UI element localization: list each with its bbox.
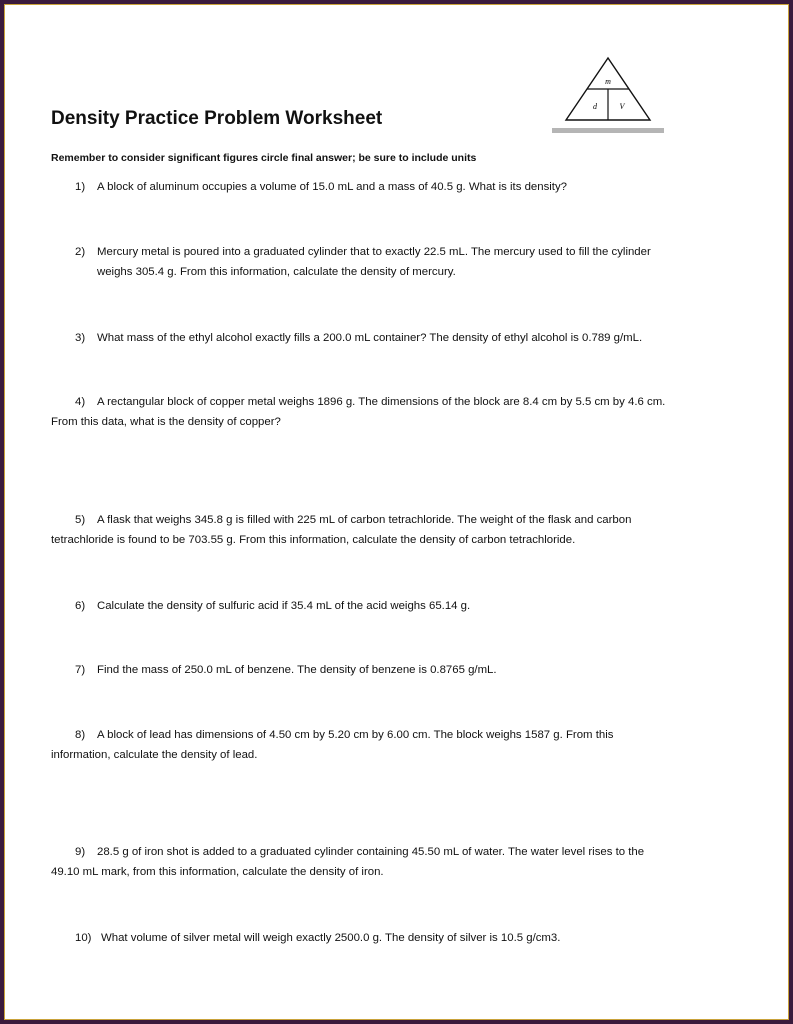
question-text: A rectangular block of copper metal weighs 1896 g. The dimensions of the block are 8.4 cm by 5.5 cm by 4.6 cm. (97, 396, 666, 408)
question-number: 3) (75, 332, 86, 344)
question-number: 2) (75, 246, 86, 258)
triangle-right-label: V (619, 102, 625, 111)
question-1 (75, 177, 567, 197)
triangle-top-label: m (605, 77, 611, 86)
question-9 (51, 842, 644, 882)
page-title: Density Practice Problem Worksheet (51, 108, 383, 129)
question-2 (75, 242, 651, 282)
question-text-continued: From this data, what is the density of copper? (51, 416, 281, 428)
question-text: What volume of silver metal will weigh exactly 2500.0 g. The density of silver is 10.5 g/cm3. (101, 932, 561, 944)
question-text: Calculate the density of sulfuric acid if 35.4 mL of the acid weighs 65.14 g. (97, 600, 471, 612)
question-number: 6) (75, 600, 86, 612)
question-6 (75, 596, 470, 616)
question-text-continued: 49.10 mL mark, from this information, calculate the density of iron. (51, 866, 384, 878)
question-10 (75, 928, 560, 948)
question-text-continued: tetrachloride is found to be 703.55 g. From this information, calculate the density of carbon tetrachloride. (51, 534, 576, 546)
triangle-base-bar (552, 128, 664, 133)
question-text-continued: weighs 305.4 g. From this information, calculate the density of mercury. (97, 266, 456, 278)
question-text: A block of lead has dimensions of 4.50 cm by 5.20 cm by 6.00 cm. The block weighs 1587 g. From this (97, 729, 614, 741)
question-text: What mass of the ethyl alcohol exactly fills a 200.0 mL container? The density of ethyl alcohol is 0.789 g/mL. (97, 332, 643, 344)
question-text: 28.5 g of iron shot is added to a graduated cylinder containing 45.50 mL of water. The water level rises to the (97, 846, 645, 858)
question-text: A flask that weighs 345.8 g is filled with 225 mL of carbon tetrachloride. The weight of the flask and carbon (97, 514, 632, 526)
question-number: 10) (75, 932, 92, 944)
triangle-left-label: d (593, 102, 597, 111)
question-text-continued: information, calculate the density of lead. (51, 749, 258, 761)
question-number: 1) (75, 181, 86, 193)
question-number: 7) (75, 664, 86, 676)
question-text: Find the mass of 250.0 mL of benzene. The density of benzene is 0.8765 g/mL. (97, 664, 497, 676)
question-5 (51, 510, 631, 550)
question-4 (51, 392, 665, 432)
question-3 (75, 328, 642, 348)
question-8 (51, 725, 613, 765)
question-number: 4) (75, 396, 86, 408)
question-text: Mercury metal is poured into a graduated cylinder that to exactly 22.5 mL. The mercury used to fill the cylinder (97, 246, 651, 258)
question-text: A block of aluminum occupies a volume of 15.0 mL and a mass of 40.5 g. What is its density? (97, 181, 567, 193)
density-formula-triangle-icon (552, 56, 664, 136)
worksheet-page (4, 4, 789, 1020)
question-7 (75, 660, 497, 680)
question-number: 5) (75, 514, 86, 526)
instructions-note: Remember to consider significant figures circle final answer; be sure to include units (51, 152, 477, 164)
question-number: 8) (75, 729, 86, 741)
question-number: 9) (75, 846, 86, 858)
